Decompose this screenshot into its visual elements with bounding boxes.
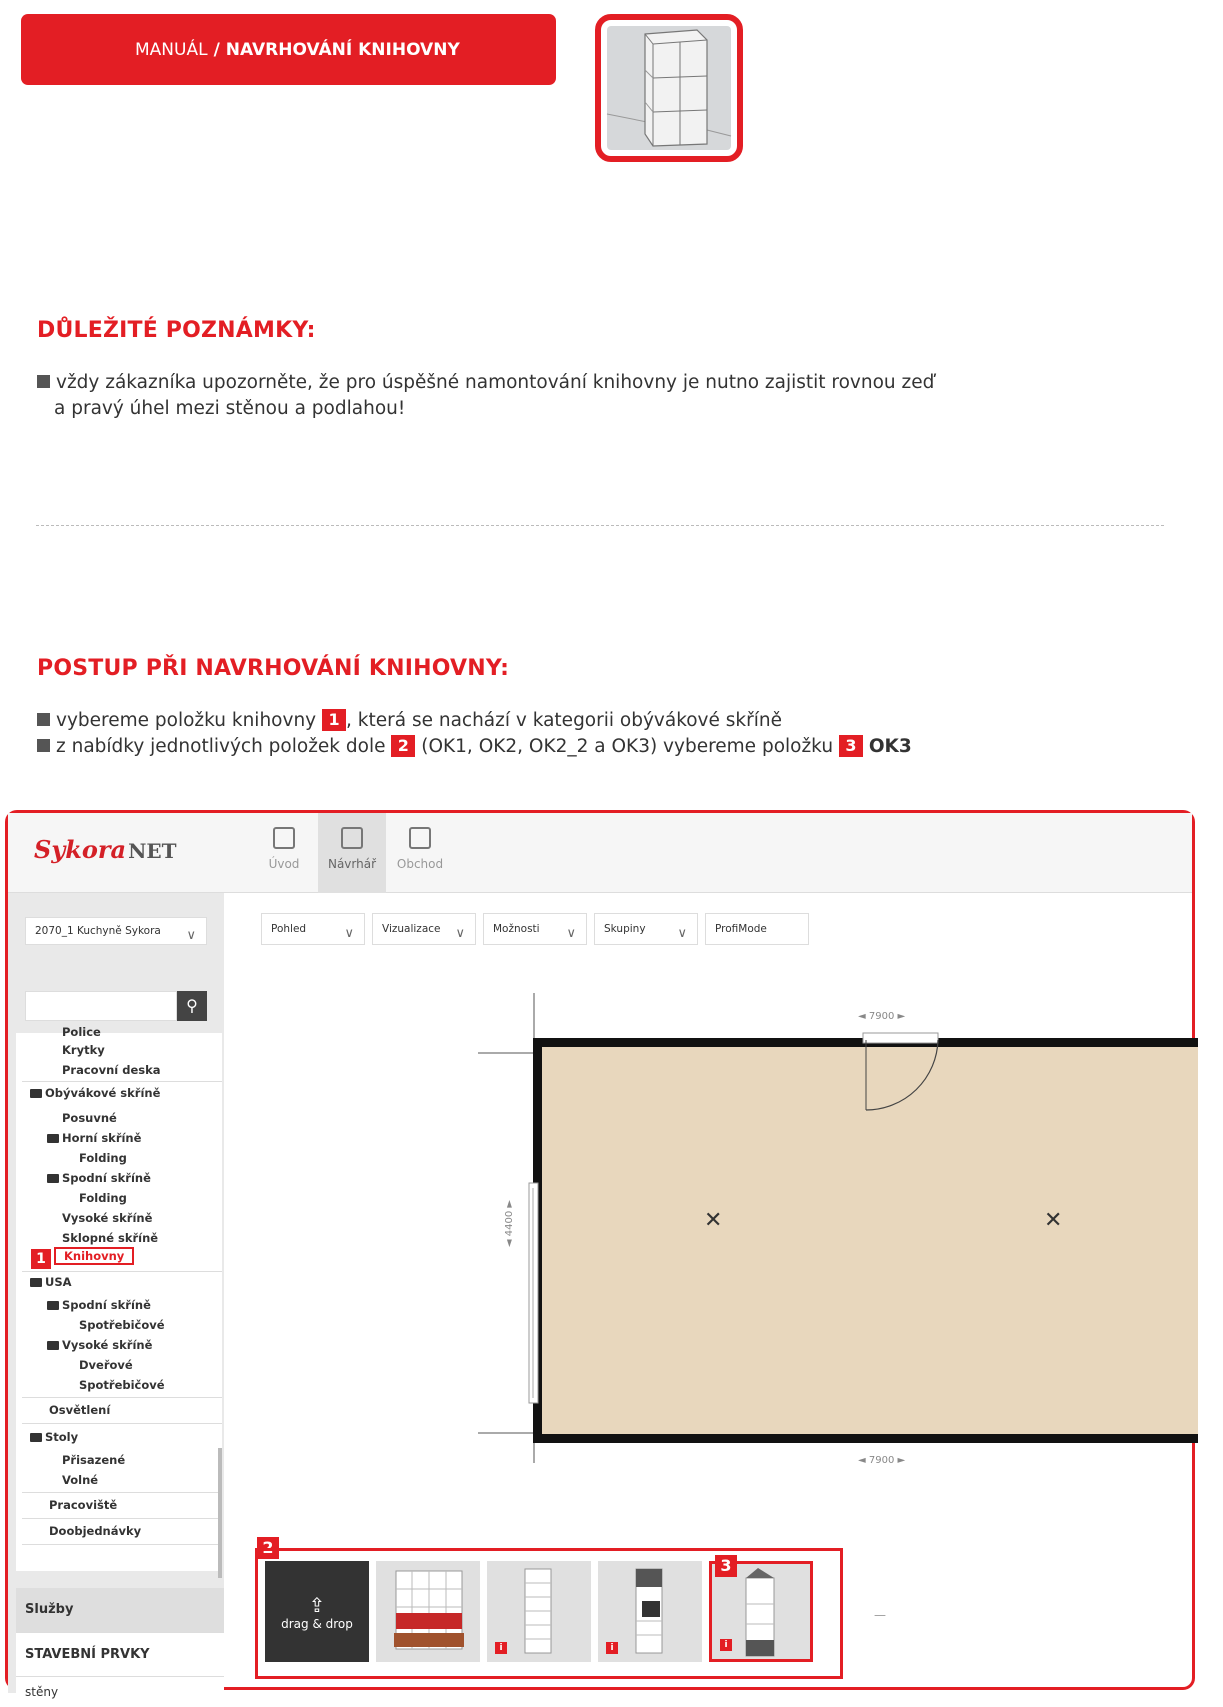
chevron-down-icon: ∨ [677,926,687,941]
app-topbar [8,813,1192,893]
notes-title: DŮLEŽITÉ POZNÁMKY: [37,318,316,343]
dropdown-pohled[interactable] [261,913,365,945]
info-badge-icon[interactable]: i [720,1639,732,1651]
step-2-item: OK3 [868,736,912,757]
tree-item[interactable]: Folding [79,1191,127,1205]
ceiling-light-icon[interactable]: ✕ [704,1208,723,1233]
tree-divider [22,1271,222,1272]
tree-item-label: Spodní skříně [62,1298,151,1312]
dropdown-label: Možnosti [493,923,540,935]
step-2-text: z nabídky jednotlivých položek dole [56,736,386,757]
step-1-badge: 1 [322,709,346,731]
nav-uvod-label: Úvod [268,857,300,871]
tree-item[interactable]: Sklopné skříně [62,1231,159,1245]
project-select[interactable] [25,917,207,945]
search-icon: ⚲ [186,996,198,1015]
tree-item[interactable]: Doobjednávky [49,1524,142,1538]
tree-item[interactable]: Police [62,1025,101,1039]
nav-navrhar[interactable] [318,813,386,893]
dropdown-label: Pohled [271,923,307,935]
step-1 [37,708,912,734]
tree-item[interactable]: Přisazené [62,1453,126,1467]
header-banner [21,14,556,85]
step-2-badge: 2 [391,735,415,757]
dropdown-skupiny[interactable] [594,913,698,945]
drag-drop-tile[interactable] [265,1561,369,1662]
tree-divider [22,1518,222,1519]
edit-icon [341,827,363,849]
notes-line-1: vždy zákazníka upozorněte, že pro úspěšné namontování knihovny je nutno zajistit rovnou zeď [56,372,935,393]
nav-uvod[interactable] [250,813,318,893]
steps-list [37,708,912,760]
project-select-value: 2070_1 Kuchyně Sykora [35,925,161,937]
dimension-top: ◄ 7900 ► [858,1011,906,1022]
tree-scrollbar[interactable] [218,1448,222,1578]
tree-item[interactable]: Spotřebičové [79,1318,165,1332]
tree-folder[interactable] [47,1171,151,1185]
tree-item[interactable]: Pracovní deska [62,1063,161,1077]
tree-item-label: USA [45,1275,72,1289]
nav-obchod[interactable] [386,813,454,893]
chevron-down-icon: ∨ [344,926,354,941]
folder-icon [30,1278,42,1287]
dropdown-label: Vizualizace [382,923,441,935]
chevron-down-icon: ∨ [566,926,576,941]
bookcase-illustration [607,26,731,150]
chevron-down-icon: ∨ [455,926,465,941]
tree-item-knihovny[interactable] [64,1249,134,1263]
tree-folder[interactable] [47,1298,151,1312]
app-logo[interactable] [34,835,177,864]
search-input[interactable] [25,991,177,1021]
step-2 [37,734,912,760]
plan-openings [523,1028,1223,1458]
tree-item-label: Spodní skříně [62,1171,151,1185]
tree-item[interactable]: Dveřové [79,1358,133,1372]
chevron-down-icon: ∨ [186,928,196,943]
step-2-text-2: (OK1, OK2, OK2_2 a OK3) vybereme položku [421,736,834,757]
dropdown-moznosti[interactable] [483,913,587,945]
tree-item[interactable]: Posuvné [62,1111,117,1125]
upload-icon: ⇪ [308,1593,326,1617]
bullet-square-icon [37,713,50,726]
dropdown-label: ProfiMode [715,923,767,935]
tree-folder[interactable] [30,1275,72,1289]
tree-item[interactable]: Folding [79,1151,127,1165]
bookcase-thumbnail [595,14,743,162]
header-manual: MANUÁL [135,39,208,60]
folder-icon [47,1341,59,1350]
strip-step-badge: 2 [257,1537,279,1559]
dropdown-vizualizace[interactable] [372,913,476,945]
bullet-square-icon [37,375,50,388]
step-1-text-2: , která se nachází v kategorii obývákové skříně [346,710,782,731]
sidebar [8,893,224,1699]
steps-title: POSTUP PŘI NAVRHOVÁNÍ KNIHOVNY: [37,656,510,681]
notes-text [37,370,934,422]
drag-drop-label: drag & drop [281,1617,353,1631]
dimension-bottom: ◄ 7900 ► [858,1455,906,1466]
step-1-text: vybereme položku knihovny [56,710,317,731]
item-tile-ok2-2[interactable] [598,1561,702,1662]
folder-icon [47,1174,59,1183]
tree-folder[interactable] [47,1131,141,1145]
folder-icon [30,1433,42,1442]
dropdown-label: Skupiny [604,923,646,935]
nav-navrhar-label: Návrhář [327,857,377,871]
nav-obchod-label: Obchod [396,857,444,871]
tree-folder[interactable] [30,1430,78,1444]
tree-step-badge: 1 [31,1249,51,1269]
category-tree [16,1025,222,1571]
search-button[interactable] [177,991,207,1021]
side-stavebni-prvky[interactable]: STAVEBNÍ PRVKY [16,1632,224,1676]
home-icon [273,827,295,849]
logo-text: Sykora [34,835,127,864]
tree-item[interactable]: Vysoké skříně [62,1211,153,1225]
button-profimode[interactable] [705,913,809,945]
tree-item[interactable]: Krytky [62,1043,105,1057]
tree-folder[interactable] [30,1086,160,1100]
tree-folder[interactable] [47,1338,152,1352]
header-title: NAVRHOVÁNÍ KNIHOVNY [225,39,460,60]
bookcase-ok1-icon [376,1561,480,1662]
tree-item-label: Obývákové skříně [45,1086,161,1100]
item-tile-ok2[interactable] [487,1561,591,1662]
tree-divider [22,1081,222,1082]
tree-divider [22,1397,222,1398]
item-tile-ok1[interactable] [376,1561,480,1662]
step-3-badge: 3 [839,735,863,757]
tree-item[interactable]: Spotřebičové [79,1378,165,1392]
folder-icon [47,1301,59,1310]
item-strip [255,1548,843,1679]
dimension-left: ◄ 4400 ► [504,1199,516,1248]
folder-icon [30,1089,42,1098]
copy-icon [409,827,431,849]
side-steny[interactable]: stěny [16,1676,224,1706]
folder-icon [47,1134,59,1143]
tree-divider [22,1492,222,1493]
ceiling-light-icon[interactable]: ✕ [1044,1208,1063,1233]
header-separator: / [213,39,220,60]
notes-line-2: a pravý úhel mezi stěnou a podlahou! [54,398,406,419]
strip-more-dash: — [874,1608,886,1622]
side-sluzby[interactable]: Služby [16,1588,224,1632]
info-badge-icon[interactable]: i [495,1642,507,1654]
tree-item-label: Horní skříně [62,1131,142,1145]
tree-item-label: Vysoké skříně [62,1338,153,1352]
bullet-square-icon [37,739,50,752]
tree-item[interactable]: Osvětlení [49,1403,111,1417]
tree-item[interactable]: Volné [62,1473,99,1487]
tree-item[interactable]: Pracoviště [49,1498,118,1512]
selected-item-badge: 3 [715,1555,737,1577]
tree-item-label: Knihovny [54,1247,134,1265]
info-badge-icon[interactable]: i [606,1642,618,1654]
tree-item-label: Stoly [45,1430,79,1444]
app-screenshot [5,810,1195,1699]
tree-divider [22,1423,222,1424]
logo-net: NET [128,839,177,863]
tree-divider [22,1544,222,1545]
dashed-divider [36,525,1164,526]
